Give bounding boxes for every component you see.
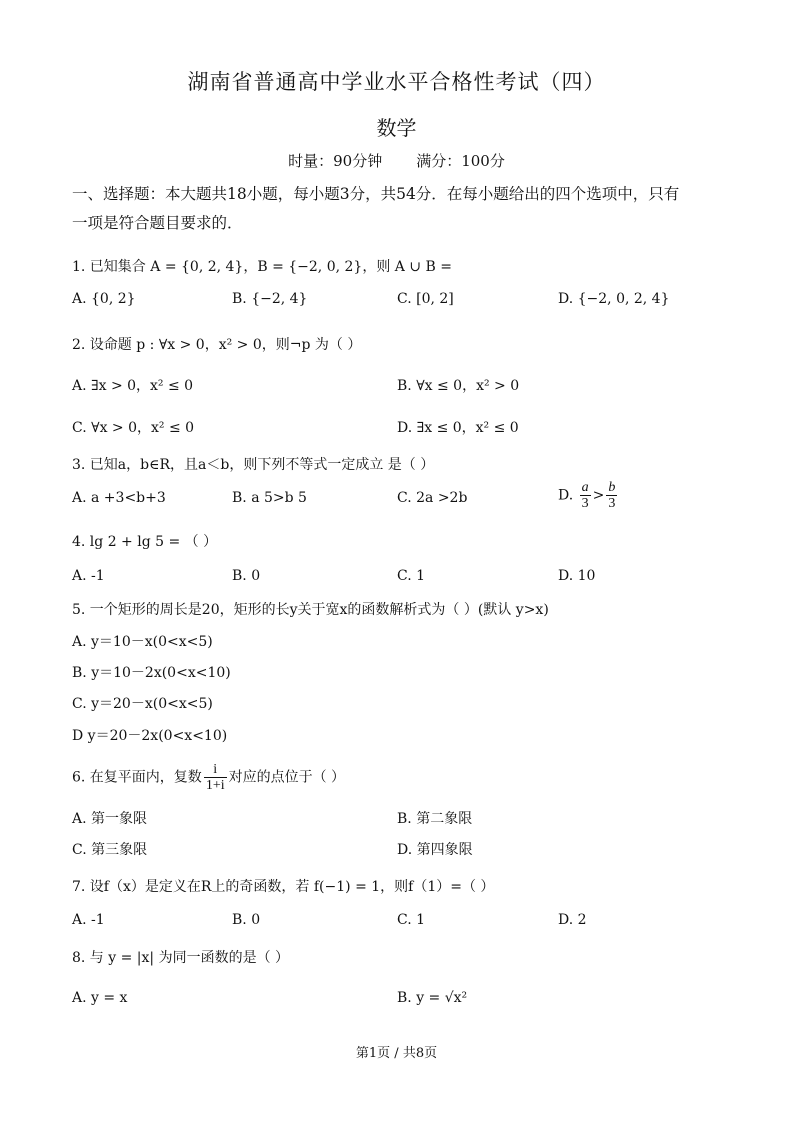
greater-than-sign: > bbox=[592, 487, 605, 504]
question-3-option-a: A. a +3<b+3 bbox=[72, 490, 166, 506]
question-4-option-c: C. 1 bbox=[397, 568, 426, 584]
page-title: 湖南省普通高中学业水平合格性考试（四） bbox=[187, 70, 606, 94]
question-6-option-a: A. 第一象限 bbox=[72, 811, 148, 827]
question-3-option-d bbox=[558, 480, 619, 511]
question-2-option-c: C. ∀x > 0，x² ≤ 0 bbox=[72, 420, 195, 436]
question-7-option-b: B. 0 bbox=[232, 912, 261, 928]
question-4-option-a: A. -1 bbox=[72, 568, 105, 584]
question-8-option-b: B. y = √x² bbox=[397, 990, 468, 1006]
question-6-option-c: C. 第三象限 bbox=[72, 842, 148, 858]
question-1-option-a: A. {0, 2} bbox=[72, 291, 136, 307]
question-3-option-d-label: D. bbox=[558, 487, 574, 504]
subject-heading: 数学 bbox=[376, 116, 417, 140]
question-5-option-a: A. y＝10－x(0<x<5) bbox=[72, 634, 213, 650]
question-7-stem: 7. 设f（x）是定义在R上的奇函数，若 f(−1) = 1，则f（1）=（ ） bbox=[72, 879, 495, 895]
question-5-option-d: D y＝20－2x(0<x<10) bbox=[72, 728, 228, 744]
question-6-stem: 6. 在复平面内，复数 $\frac{i}{1+i}$ 对应的点位于（ ） bbox=[72, 762, 346, 793]
question-3-stem: 3. 已知a，b∈R，且a＜b，则下列不等式一定成立 是（ ） bbox=[72, 457, 435, 473]
question-1-option-c: C. [0, 2] bbox=[397, 291, 454, 307]
fraction-b-over-3: $\frac{b}{3}$ bbox=[608, 480, 616, 511]
question-6-option-b: B. 第二象限 bbox=[397, 811, 473, 827]
question-5-option-c: C. y＝20－x(0<x<5) bbox=[72, 696, 213, 712]
fraction-a-over-3: $\frac{a}{3}$ bbox=[581, 480, 589, 511]
question-4-option-b: B. 0 bbox=[232, 568, 261, 584]
question-3-option-c: C. 2a >2b bbox=[397, 490, 468, 506]
question-8-stem: 8. 与 y = |x| 为同一函数的是（ ） bbox=[72, 950, 290, 966]
exam-info bbox=[0, 150, 793, 171]
question-4-option-d: D. 10 bbox=[558, 568, 596, 584]
question-1-stem: 1. 已知集合 A = {0, 2, 4}，B = {−2, 0, 2}，则 A ∪ B = bbox=[72, 259, 452, 275]
question-2-option-b: B. ∀x ≤ 0，x² > 0 bbox=[397, 378, 520, 394]
question-2-stem: 2. 设命题 p : ∀x > 0，x² > 0，则¬p 为（ ） bbox=[72, 337, 362, 353]
fraction-i-over-1-plus-i: $\frac{i}{1+i}$ bbox=[205, 762, 225, 793]
question-6-option-d: D. 第四象限 bbox=[397, 842, 473, 858]
question-5-stem: 5. 一个矩形的周长是20，矩形的长y关于宽x的函数解析式为（ ）(默认 y>x) bbox=[72, 602, 549, 618]
question-1-option-d: D. {−2, 0, 2, 4} bbox=[558, 291, 670, 307]
question-8-option-a: A. y = x bbox=[72, 990, 128, 1006]
question-2-option-a: A. ∃x > 0，x² ≤ 0 bbox=[72, 378, 194, 394]
question-2-option-d: D. ∃x ≤ 0，x² ≤ 0 bbox=[397, 420, 519, 436]
question-7-option-a: A. -1 bbox=[72, 912, 105, 928]
page-number: 第1页 / 共8页 bbox=[355, 1046, 438, 1061]
section-instructions-line1: 一、选择题：本大题共18小题，每小题3分，共54分．在每小题给出的四个选项中，只有 bbox=[72, 185, 680, 203]
question-5-option-b: B. y＝10－2x(0<x<10) bbox=[72, 665, 231, 681]
question-7-option-c: C. 1 bbox=[397, 912, 426, 928]
question-1-option-b: B. {−2, 4} bbox=[232, 291, 308, 307]
question-3-option-b: B. a 5>b 5 bbox=[232, 490, 307, 506]
question-4-stem: 4. lg 2 + lg 5 = （ ） bbox=[72, 534, 218, 550]
section-instructions-line2: 一项是符合题目要求的． bbox=[72, 214, 243, 232]
time-limit: 时量：90分钟 bbox=[288, 152, 383, 170]
question-7-option-d: D. 2 bbox=[558, 912, 587, 928]
full-score: 满分：100分 bbox=[416, 152, 505, 170]
